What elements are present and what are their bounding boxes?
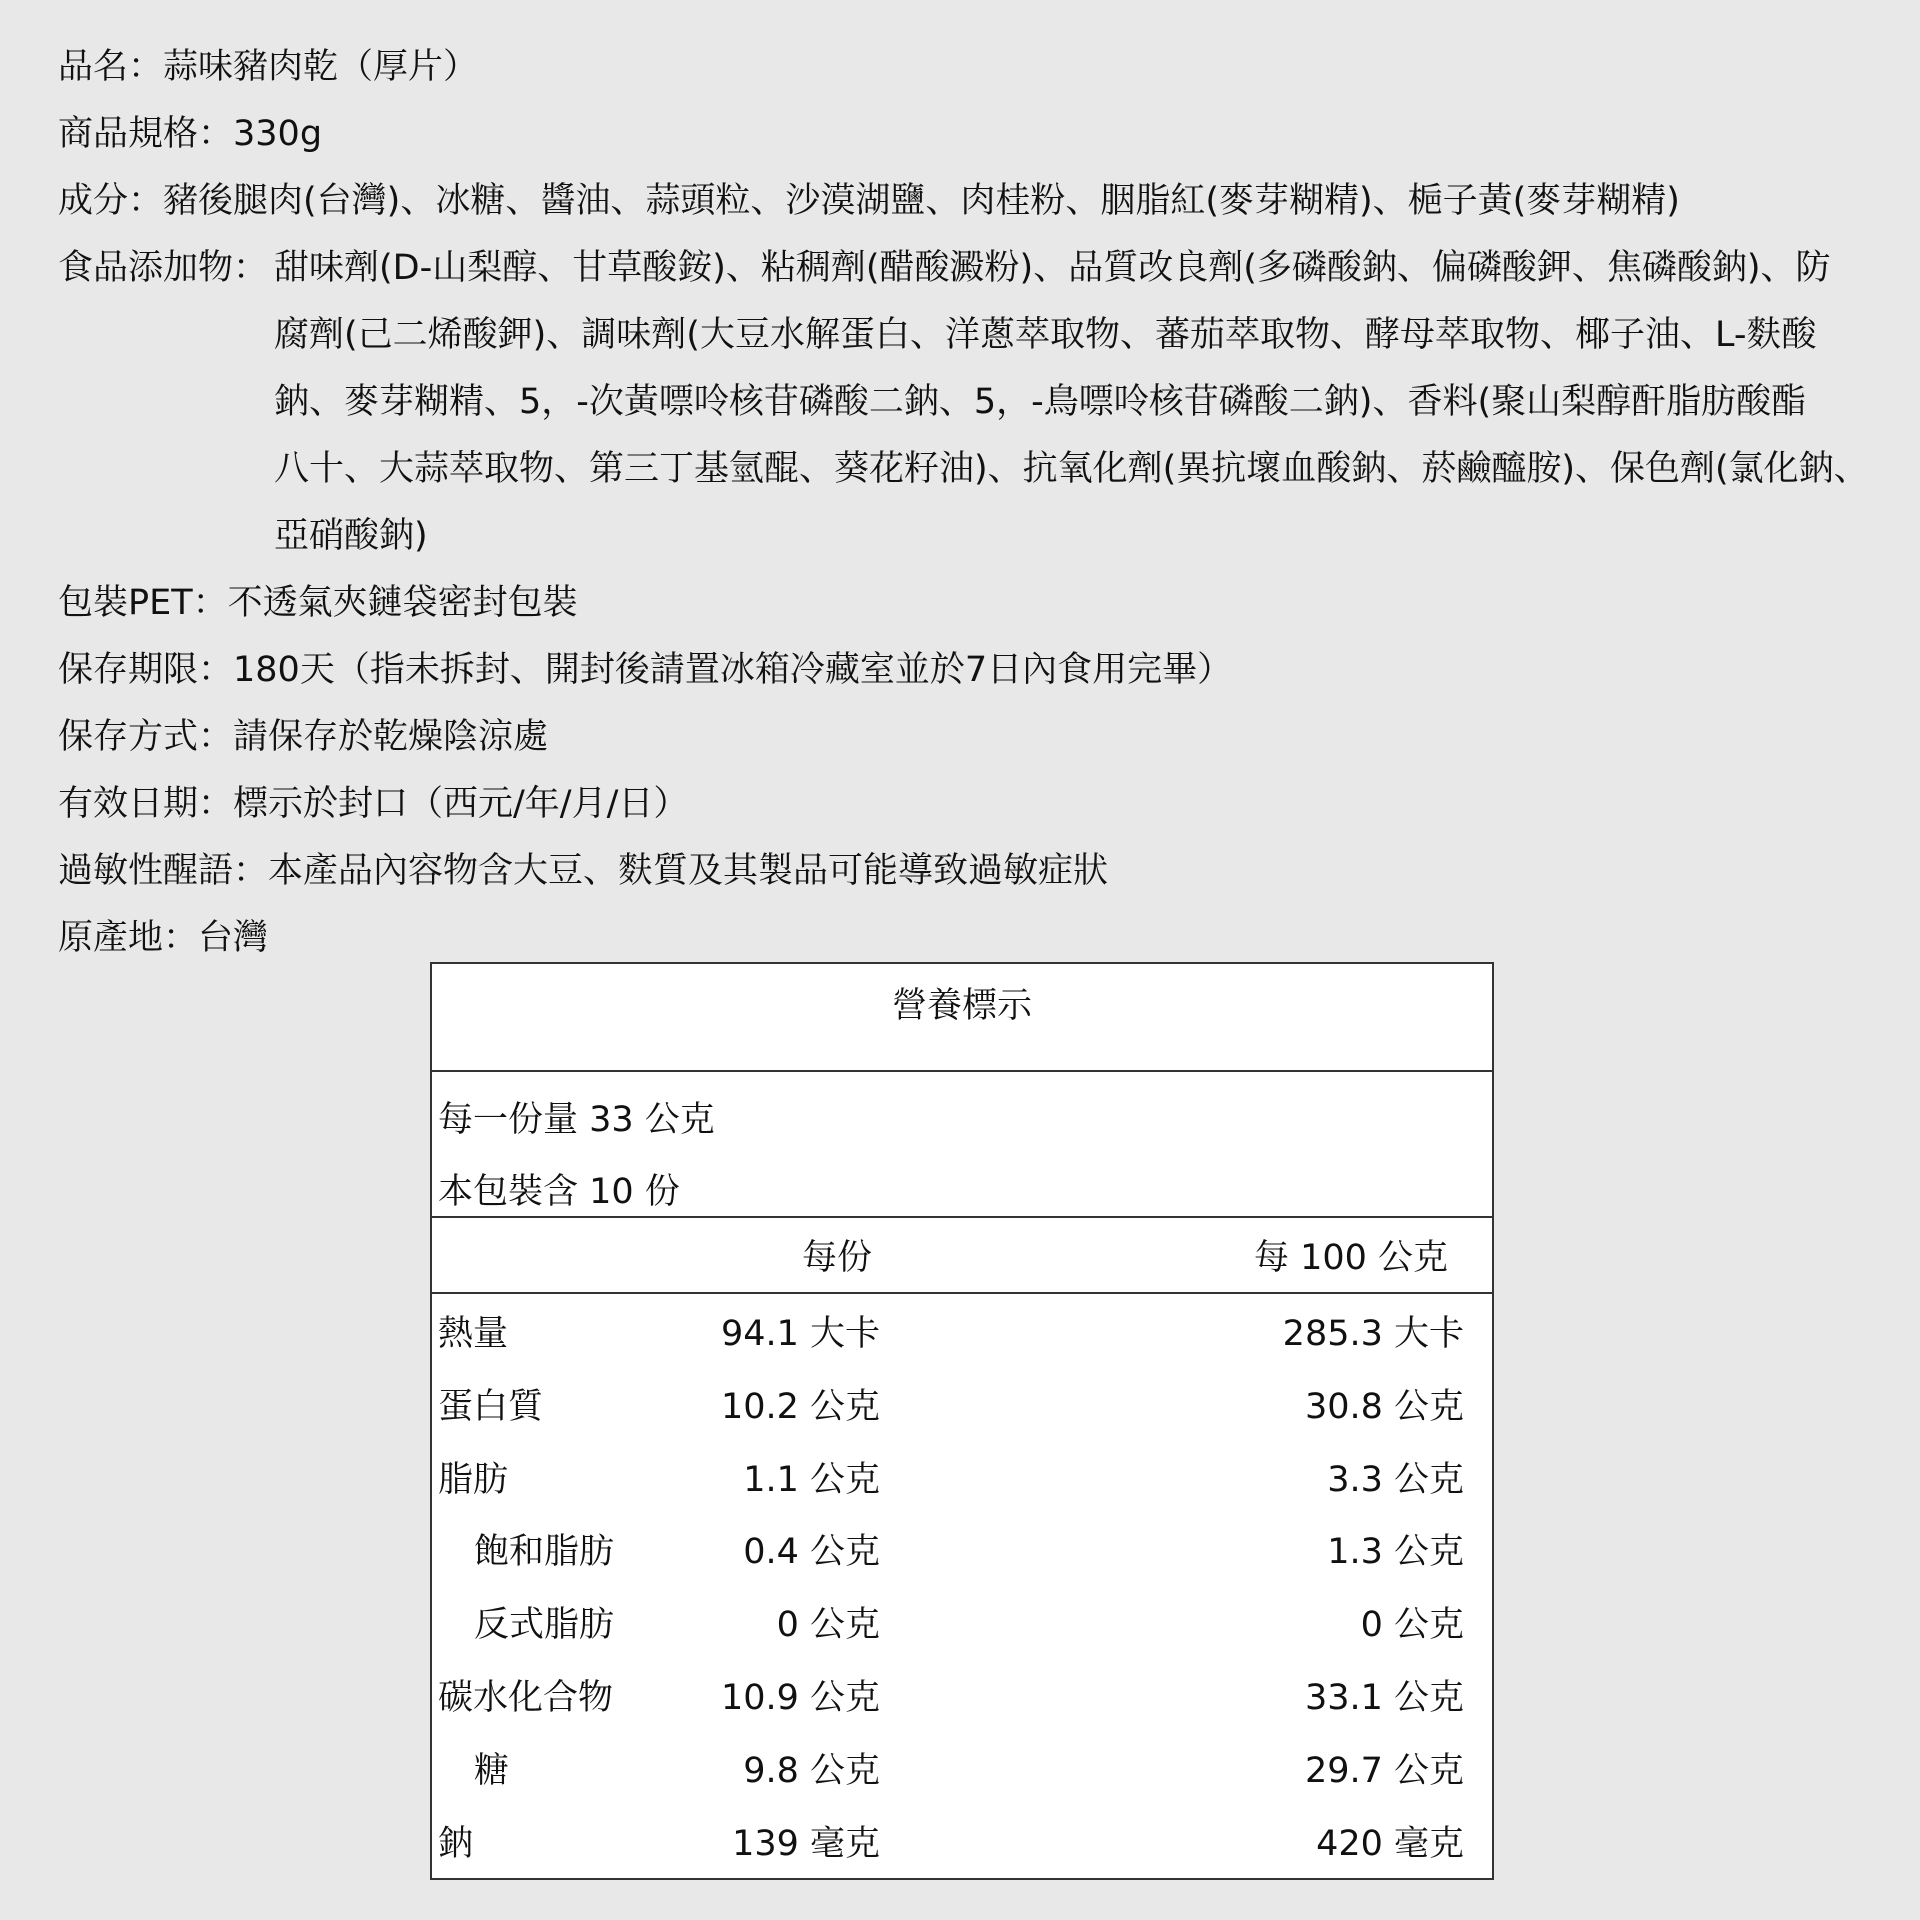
nutrient-per-serving: 139 毫克	[732, 1823, 880, 1864]
nutrient-name: 反式脂肪	[474, 1605, 615, 1646]
allergen-value: 本產品內容物含大豆、麩質及其製品可能導致過敏症狀	[268, 851, 1109, 891]
nutrient-per-serving: 9.8 公克	[743, 1750, 880, 1791]
nutrient-per-serving: 1.1 公克	[743, 1459, 880, 1500]
nutrient-row-sugar	[432, 1731, 1492, 1804]
nutrient-row-energy	[432, 1294, 1492, 1367]
nutrient-name: 鈉	[438, 1823, 474, 1864]
nutrient-name: 糖	[474, 1750, 510, 1791]
additives-line: 亞硝酸鈉)	[274, 516, 428, 556]
product-name-value: 蒜味豬肉乾（厚片）	[163, 47, 479, 87]
shelf-life-row	[58, 637, 1878, 704]
ingredients-label: 成分：	[58, 181, 164, 221]
packaging-value: 不透氣夾鏈袋密封包裝	[227, 583, 578, 623]
nutrient-per-serving: 94.1 大卡	[720, 1314, 880, 1354]
additives-row	[58, 235, 1878, 570]
column-header-per-100g: 每 100 公克	[1254, 1238, 1449, 1278]
additives-line: 甜味劑(D-山梨醇、甘草酸銨)、粘稠劑(醋酸澱粉)、品質改良劑(多磷酸鈉、偏磷酸鉀、焦磷酸鈉)、防	[274, 248, 1831, 288]
nutrition-table	[430, 962, 1494, 1880]
nutrient-name: 熱量	[438, 1314, 509, 1354]
nutrient-row-trans-fat	[432, 1585, 1492, 1658]
nutrient-row-protein	[432, 1367, 1492, 1440]
storage-label: 保存方式：	[58, 717, 234, 757]
product-name-label: 品名：	[58, 47, 164, 87]
nutrient-per-100g: 1.3 公克	[1327, 1532, 1464, 1573]
nutrient-per-100g: 29.7 公克	[1304, 1750, 1464, 1791]
nutrition-title: 營養標示	[432, 964, 1492, 1072]
ingredients-value: 豬後腿肉(台灣)、冰糖、醬油、蒜頭粒、沙漠湖鹽、肉桂粉、胭脂紅(麥芽糊精)、梔子黃(麥芽糊精)	[163, 181, 1680, 221]
nutrient-name: 飽和脂肪	[474, 1532, 615, 1573]
additives-label: 食品添加物：	[58, 248, 269, 288]
nutrient-per-serving: 10.2 公克	[720, 1386, 880, 1427]
nutrient-per-100g: 30.8 公克	[1304, 1386, 1464, 1427]
nutrient-row-sodium	[432, 1804, 1492, 1877]
nutrient-name: 蛋白質	[438, 1386, 544, 1427]
serving-size: 每一份量 33 公克	[438, 1100, 715, 1140]
nutrient-per-serving: 0.4 公克	[743, 1532, 880, 1573]
origin-label: 原產地：	[58, 918, 199, 958]
packaging-row	[58, 570, 1878, 637]
nutrient-row-carbohydrate	[432, 1658, 1492, 1731]
origin-value: 台灣	[198, 918, 269, 958]
nutrient-per-100g: 3.3 公克	[1327, 1459, 1464, 1500]
additives-value	[274, 235, 1920, 570]
nutrient-per-100g: 420 毫克	[1316, 1823, 1464, 1864]
serving-info	[432, 1072, 1492, 1218]
nutrient-per-100g: 33.1 公克	[1304, 1677, 1464, 1718]
additives-line: 鈉、麥芽糊精、5，-次黃嘌呤核苷磷酸二鈉、5，-鳥嘌呤核苷磷酸二鈉)、香料(聚山梨醇酐脂肪酸酯	[274, 382, 1807, 422]
allergen-label: 過敏性醒語：	[58, 851, 269, 891]
nutrient-per-100g: 285.3 大卡	[1282, 1314, 1464, 1354]
spec-label: 商品規格：	[58, 114, 234, 154]
ingredients-row	[58, 168, 1878, 235]
nutrition-rows	[432, 1294, 1492, 1876]
spec-value: 330g	[233, 114, 323, 154]
product-name-row	[58, 34, 1878, 101]
additives-line: 八十、大蒜萃取物、第三丁基氫醌、葵花籽油)、抗氧化劑(異抗壞血酸鈉、菸鹼醯胺)、保色劑(氯化鈉、	[274, 449, 1869, 489]
nutrient-per-serving: 10.9 公克	[720, 1677, 880, 1718]
additives-line: 腐劑(己二烯酸鉀)、調味劑(大豆水解蛋白、洋蔥萃取物、蕃茄萃取物、酵母萃取物、椰子油、L-麩酸	[274, 315, 1817, 355]
nutrient-row-fat	[432, 1440, 1492, 1513]
storage-row	[58, 704, 1878, 771]
nutrient-per-serving: 0 公克	[776, 1605, 880, 1646]
nutrient-row-saturated-fat	[432, 1512, 1492, 1585]
servings-per-pack: 本包裝含 10 份	[438, 1172, 680, 1212]
allergen-row	[58, 838, 1878, 905]
packaging-label: 包裝PET：	[58, 583, 228, 623]
shelf-life-label: 保存期限：	[58, 650, 234, 690]
expiry-row	[58, 771, 1878, 838]
nutrient-per-100g: 0 公克	[1360, 1605, 1464, 1646]
nutrient-name: 碳水化合物	[438, 1677, 614, 1718]
shelf-life-value: 180天（指未拆封、開封後請置冰箱冷藏室並於7日內食用完畢）	[233, 650, 1233, 690]
column-header-per-serving: 每份	[802, 1238, 873, 1278]
expiry-value: 標示於封口（西元/年/月/日）	[233, 784, 689, 824]
product-info	[58, 34, 1878, 972]
expiry-label: 有效日期：	[58, 784, 234, 824]
nutrient-name: 脂肪	[438, 1459, 509, 1500]
spec-row	[58, 101, 1878, 168]
storage-value: 請保存於乾燥陰涼處	[233, 717, 549, 757]
nutrition-header	[432, 1218, 1492, 1294]
